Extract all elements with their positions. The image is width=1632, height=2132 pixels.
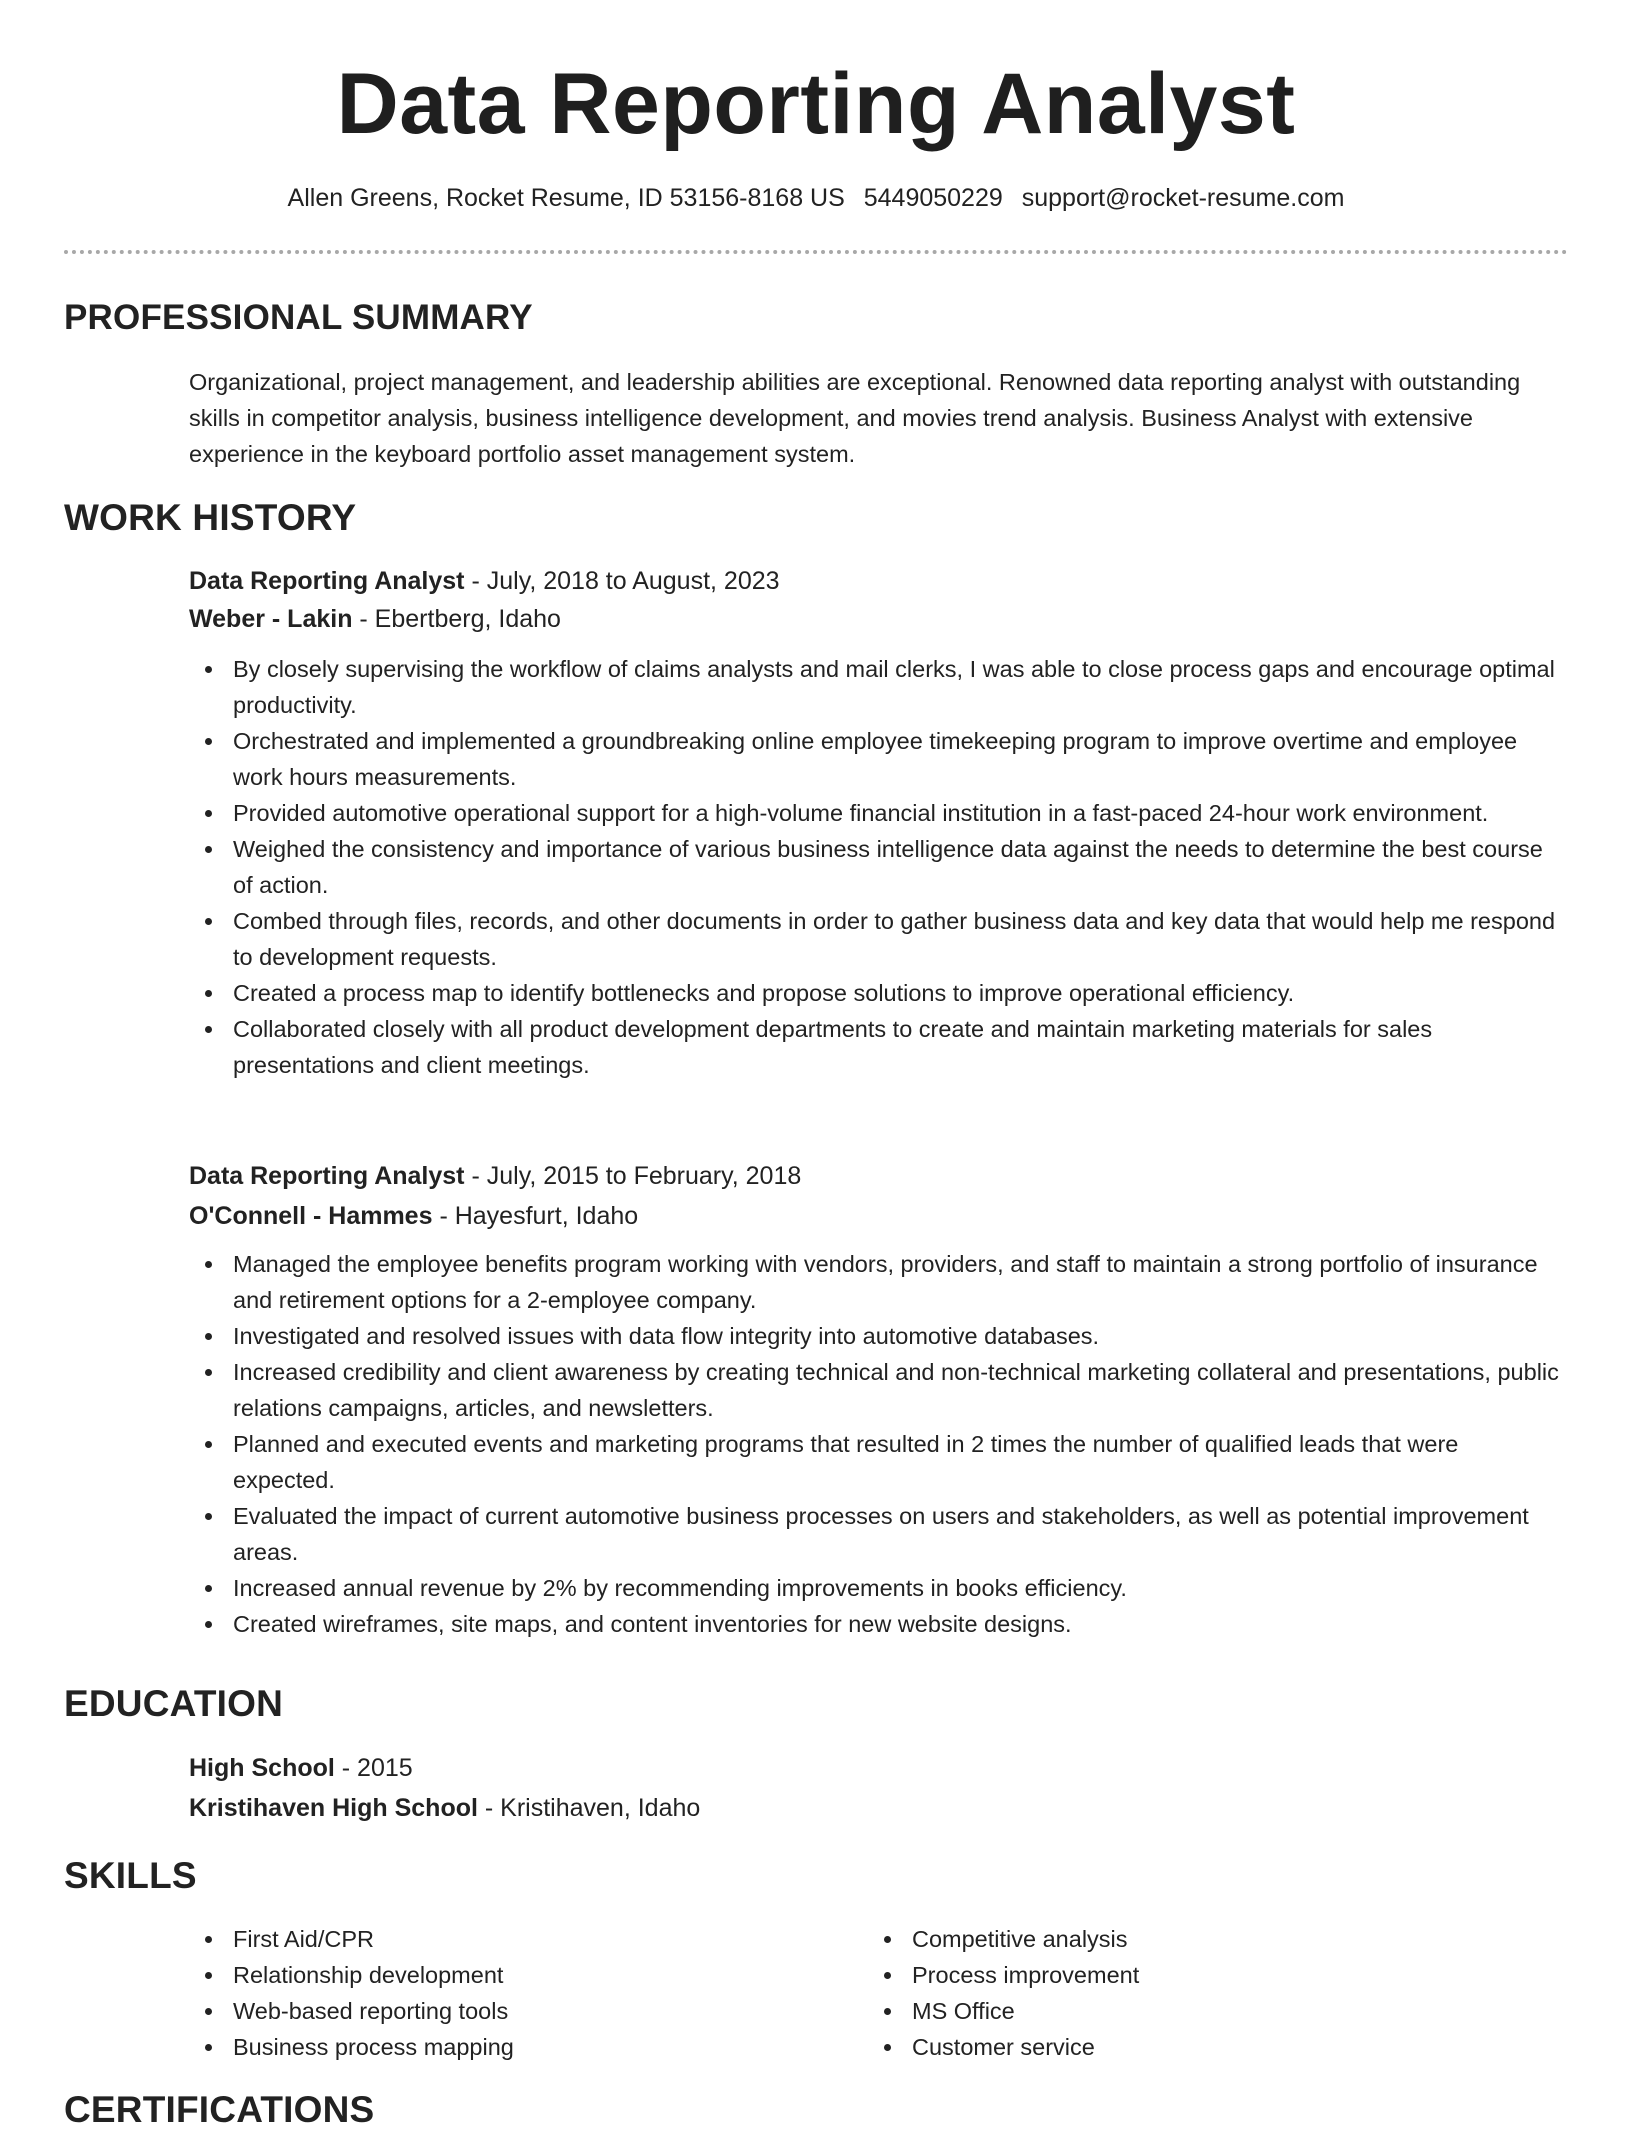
- skill-item: Process improvement: [868, 1957, 1512, 1993]
- job-entry-2: [189, 1156, 1569, 1642]
- list-item: Managed the employee benefits program working with vendors, providers, and staff to maintain a strong portfolio of insurance and retirement options for a 2-employee company.: [189, 1246, 1563, 1318]
- job-dates: - July, 2015 to February, 2018: [464, 1162, 802, 1190]
- job-title: Data Reporting Analyst: [189, 1162, 465, 1190]
- list-item: Created a process map to identify bottlenecks and propose solutions to improve operational efficiency.: [189, 975, 1563, 1011]
- job-title-line: [189, 1156, 1569, 1196]
- job-bullets: [189, 651, 1569, 1083]
- skill-item: MS Office: [868, 1993, 1512, 2029]
- skill-item: First Aid/CPR: [189, 1921, 833, 1957]
- education-degree: High School: [189, 1754, 335, 1782]
- resume-title: Data Reporting Analyst: [336, 56, 1296, 152]
- job-location: - Hayesfurt, Idaho: [432, 1202, 639, 1230]
- job-company-line: [189, 599, 1569, 639]
- skill-item: Business process mapping: [189, 2029, 833, 2065]
- list-item: Planned and executed events and marketing programs that resulted in 2 times the number of qualified leads that were expected.: [189, 1426, 1563, 1498]
- education-school: Kristihaven High School: [189, 1794, 478, 1822]
- summary-text: Organizational, project management, and leadership abilities are exceptional. Renowned data reporting analyst with outstanding skills in competitor analysis, business intelligence development, and movies trend analysis. Business Analyst with extensive experience in the keyboard portfolio asset management system.: [189, 369, 1521, 467]
- list-item: Orchestrated and implemented a groundbreaking online employee timekeeping program to improve overtime and employee work hours measurements.: [189, 723, 1563, 795]
- job-company-line: [189, 1196, 1569, 1236]
- list-item: By closely supervising the workflow of claims analysts and mail clerks, I was able to close process gaps and encourage optimal productivity.: [189, 651, 1563, 723]
- skills-list-right: [868, 1921, 1512, 2065]
- contact-email: support@rocket-resume.com: [1021, 184, 1345, 212]
- job-bullets: [189, 1246, 1569, 1642]
- skills-list-left: [189, 1921, 833, 2065]
- job-company: O'Connell - Hammes: [189, 1202, 433, 1230]
- list-item: Evaluated the impact of current automotive business processes on users and stakeholders, as well as potential improvement areas.: [189, 1498, 1563, 1570]
- contact-address: Allen Greens, Rocket Resume, ID 53156-8168 US: [287, 184, 845, 212]
- education-school-line: [189, 1788, 700, 1828]
- education-heading: EDUCATION: [64, 1683, 283, 1724]
- education-degree-line: [189, 1748, 700, 1788]
- skill-item: Web-based reporting tools: [189, 1993, 833, 2029]
- summary-heading: PROFESSIONAL SUMMARY: [64, 298, 533, 337]
- contact-phone: 5449050229: [863, 184, 1003, 212]
- skills-column-right: [868, 1921, 1512, 2065]
- list-item: Combed through files, records, and other documents in order to gather business data and key data that would help me respond to development requests.: [189, 903, 1563, 975]
- list-item: Created wireframes, site maps, and content inventories for new website designs.: [189, 1606, 1563, 1642]
- skills-heading: SKILLS: [64, 1855, 197, 1896]
- education-location: - Kristihaven, Idaho: [477, 1794, 701, 1822]
- job-title: Data Reporting Analyst: [189, 567, 465, 595]
- list-item: Provided automotive operational support for a high-volume financial institution in a fast-paced 24-hour work environment.: [189, 795, 1563, 831]
- list-item: Weighed the consistency and importance of various business intelligence data against the needs to determine the best course of action.: [189, 831, 1563, 903]
- job-location: - Ebertberg, Idaho: [352, 605, 561, 633]
- work-history-heading: WORK HISTORY: [64, 497, 357, 538]
- job-entry-1: [189, 561, 1569, 1083]
- skill-item: Competitive analysis: [868, 1921, 1512, 1957]
- list-item: Investigated and resolved issues with data flow integrity into automotive databases.: [189, 1318, 1563, 1354]
- certifications-heading: CERTIFICATIONS: [64, 2089, 375, 2130]
- contact-line: [0, 180, 1632, 216]
- education-entry: [189, 1748, 700, 1828]
- list-item: Collaborated closely with all product development departments to create and maintain marketing materials for sales presentations and client meetings.: [189, 1011, 1563, 1083]
- skill-item: Relationship development: [189, 1957, 833, 1993]
- list-item: Increased annual revenue by 2% by recommending improvements in books efficiency.: [189, 1570, 1563, 1606]
- job-company: Weber - Lakin: [189, 605, 353, 633]
- header-divider: [64, 250, 1568, 254]
- skill-item: Customer service: [868, 2029, 1512, 2065]
- job-dates: - July, 2018 to August, 2023: [464, 567, 780, 595]
- education-year: - 2015: [334, 1754, 413, 1782]
- list-item: Increased credibility and client awareness by creating technical and non-technical marketing collateral and presentations, public relations campaigns, articles, and newsletters.: [189, 1354, 1563, 1426]
- skills-column-left: [189, 1921, 833, 2065]
- job-title-line: [189, 561, 1569, 601]
